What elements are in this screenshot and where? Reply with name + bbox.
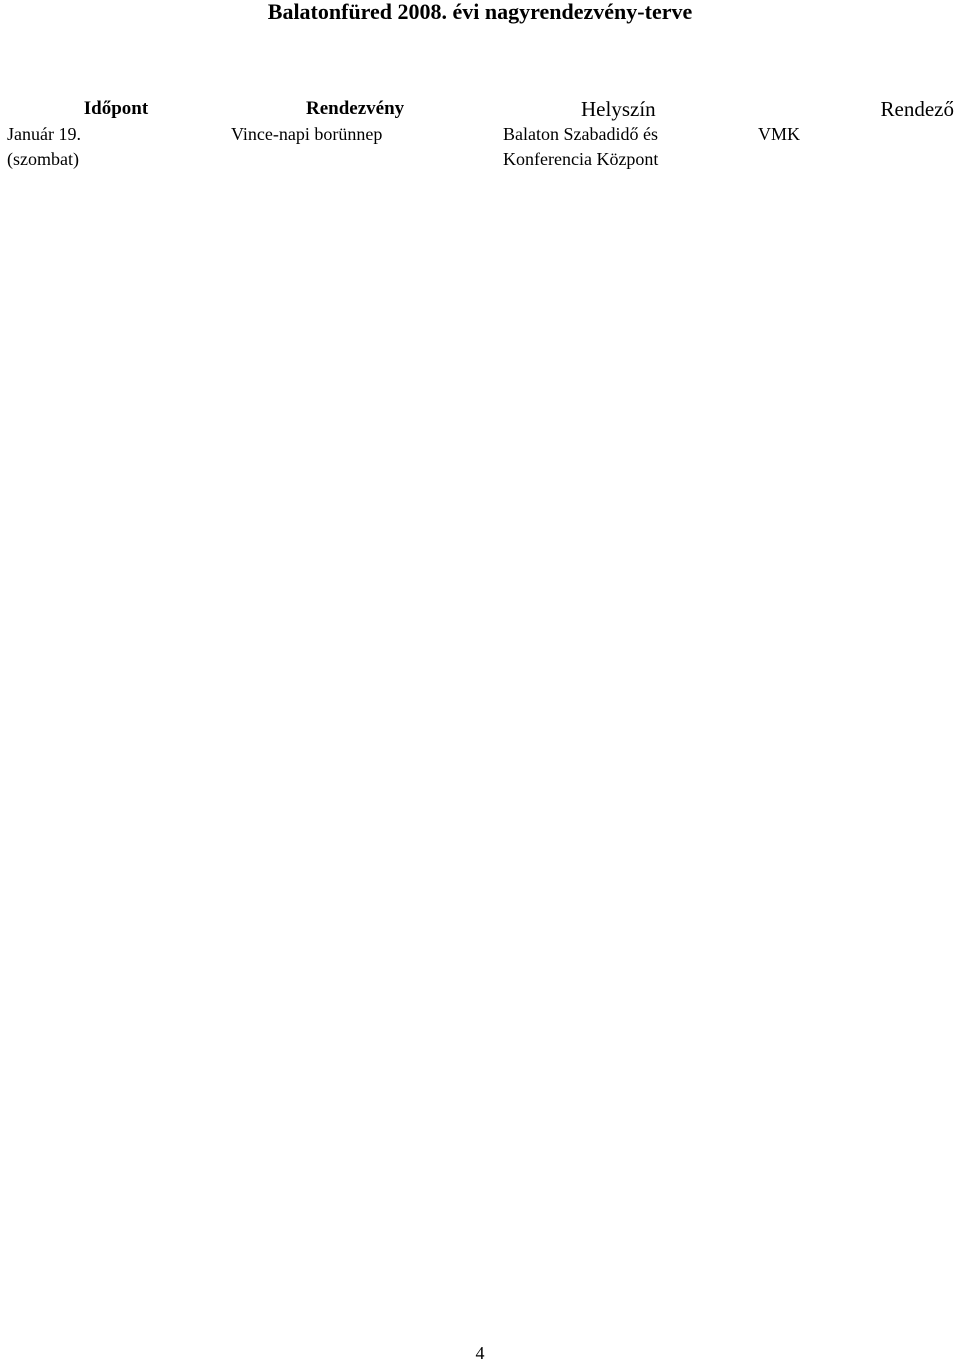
header-venue: Helyszín — [581, 97, 656, 121]
venue-cell: Balaton Szabadidő és Konferencia Központ — [503, 124, 659, 169]
page-title: Balatonfüred 2008. évi nagyrendezvény-terve — [267, 0, 693, 24]
organizer-cell: VMK — [758, 124, 801, 144]
header-row — [4, 96, 958, 122]
date-cell: Január 19. (szombat) — [7, 124, 81, 169]
header-event: Rendezvény — [306, 98, 405, 119]
schedule-table — [4, 96, 958, 172]
event-cell: Vince-napi borünnep — [231, 124, 383, 144]
page-number: 4 — [475, 1343, 485, 1363]
header-organizer: Rendező — [880, 97, 954, 121]
header-date: Időpont — [83, 98, 149, 119]
table-row — [4, 122, 958, 172]
